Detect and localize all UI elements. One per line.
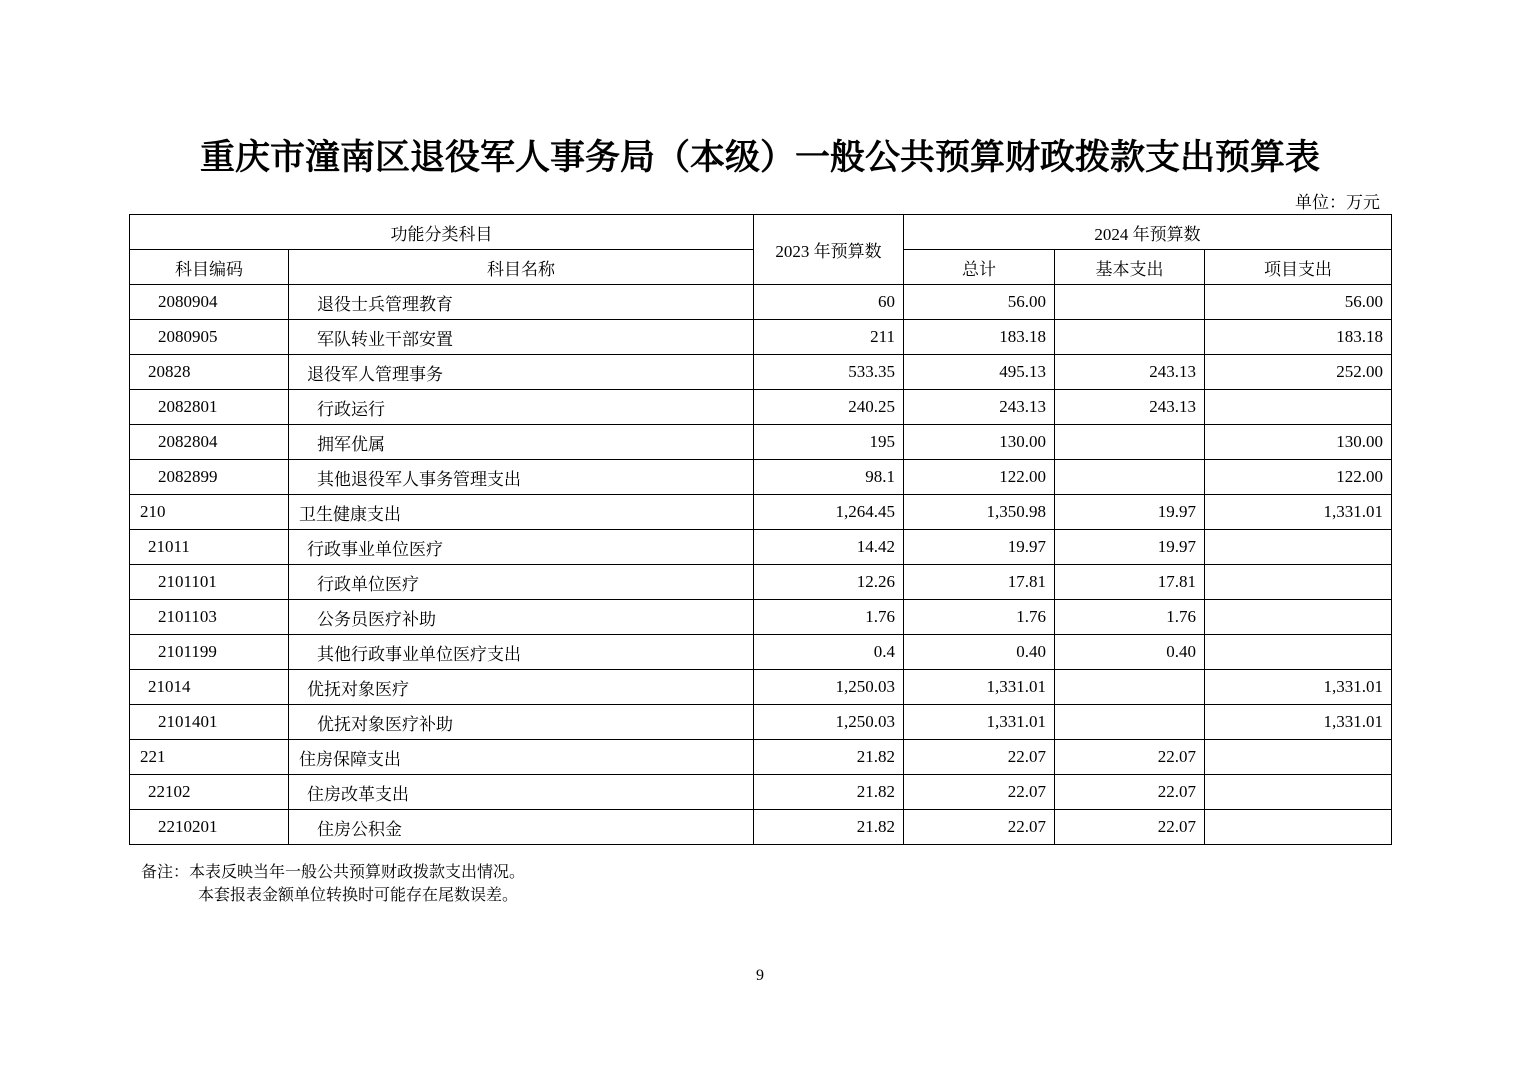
cell-basic: 0.40 <box>1055 635 1205 670</box>
cell-code: 2082899 <box>130 460 289 495</box>
page-number: 9 <box>756 967 764 984</box>
cell-total: 19.97 <box>904 530 1055 565</box>
cell-budget-2023: 1,250.03 <box>754 670 904 705</box>
table-row <box>130 810 1392 845</box>
header-name: 科目名称 <box>289 250 754 285</box>
cell-name: 卫生健康支出 <box>289 495 754 530</box>
cell-code: 210 <box>130 495 289 530</box>
cell-name: 优抚对象医疗补助 <box>289 705 754 740</box>
cell-code: 2101103 <box>130 600 289 635</box>
cell-code: 2082801 <box>130 390 289 425</box>
cell-name: 优抚对象医疗 <box>289 670 754 705</box>
cell-basic <box>1055 320 1205 355</box>
table-row <box>130 565 1392 600</box>
table-row <box>130 635 1392 670</box>
cell-project: 252.00 <box>1205 355 1392 390</box>
cell-code: 2080905 <box>130 320 289 355</box>
cell-code: 2082804 <box>130 425 289 460</box>
cell-name: 行政单位医疗 <box>289 565 754 600</box>
cell-budget-2023: 195 <box>754 425 904 460</box>
page-title: 重庆市潼南区退役军人事务局（本级）一般公共预算财政拨款支出预算表 <box>199 137 1320 178</box>
cell-name: 退役军人管理事务 <box>289 355 754 390</box>
cell-budget-2023: 1.76 <box>754 600 904 635</box>
cell-code: 2101101 <box>130 565 289 600</box>
cell-name: 住房保障支出 <box>289 740 754 775</box>
cell-code: 20828 <box>130 355 289 390</box>
cell-project: 183.18 <box>1205 320 1392 355</box>
cell-total: 1.76 <box>904 600 1055 635</box>
table-row <box>130 600 1392 635</box>
footnote-line-1: 备注：本表反映当年一般公共预算财政拨款支出情况。 <box>141 862 526 881</box>
cell-name: 军队转业干部安置 <box>289 320 754 355</box>
cell-code: 2210201 <box>130 810 289 845</box>
cell-basic: 19.97 <box>1055 495 1205 530</box>
cell-name: 行政事业单位医疗 <box>289 530 754 565</box>
table-row <box>130 285 1392 320</box>
cell-budget-2023: 14.42 <box>754 530 904 565</box>
table-row <box>130 460 1392 495</box>
cell-name: 其他退役军人事务管理支出 <box>289 460 754 495</box>
cell-project: 1,331.01 <box>1205 495 1392 530</box>
budget-table <box>129 214 1392 845</box>
header-functional-category: 功能分类科目 <box>130 215 754 250</box>
cell-budget-2023: 1,250.03 <box>754 705 904 740</box>
cell-project <box>1205 600 1392 635</box>
cell-total: 495.13 <box>904 355 1055 390</box>
cell-budget-2023: 1,264.45 <box>754 495 904 530</box>
table-row <box>130 495 1392 530</box>
cell-project <box>1205 775 1392 810</box>
cell-basic <box>1055 425 1205 460</box>
cell-project: 1,331.01 <box>1205 670 1392 705</box>
cell-project <box>1205 565 1392 600</box>
table-row <box>130 390 1392 425</box>
cell-name: 退役士兵管理教育 <box>289 285 754 320</box>
cell-project: 122.00 <box>1205 460 1392 495</box>
cell-project <box>1205 635 1392 670</box>
cell-budget-2023: 98.1 <box>754 460 904 495</box>
cell-project: 1,331.01 <box>1205 705 1392 740</box>
cell-total: 243.13 <box>904 390 1055 425</box>
cell-total: 1,331.01 <box>904 705 1055 740</box>
cell-project: 56.00 <box>1205 285 1392 320</box>
cell-budget-2023: 12.26 <box>754 565 904 600</box>
cell-total: 122.00 <box>904 460 1055 495</box>
cell-project <box>1205 740 1392 775</box>
cell-basic <box>1055 670 1205 705</box>
cell-basic <box>1055 285 1205 320</box>
cell-basic: 1.76 <box>1055 600 1205 635</box>
cell-code: 22102 <box>130 775 289 810</box>
cell-project <box>1205 810 1392 845</box>
table-row <box>130 425 1392 460</box>
table-row <box>130 705 1392 740</box>
cell-budget-2023: 60 <box>754 285 904 320</box>
cell-budget-2023: 240.25 <box>754 390 904 425</box>
cell-code: 221 <box>130 740 289 775</box>
cell-budget-2023: 211 <box>754 320 904 355</box>
header-total: 总计 <box>904 250 1055 285</box>
cell-basic: 22.07 <box>1055 810 1205 845</box>
table-row <box>130 355 1392 390</box>
cell-budget-2023: 21.82 <box>754 740 904 775</box>
cell-budget-2023: 0.4 <box>754 635 904 670</box>
footnote-line-2: 本套报表金额单位转换时可能存在尾数误差。 <box>198 885 519 904</box>
cell-code: 21014 <box>130 670 289 705</box>
cell-total: 130.00 <box>904 425 1055 460</box>
cell-total: 22.07 <box>904 740 1055 775</box>
cell-basic: 243.13 <box>1055 355 1205 390</box>
cell-basic: 243.13 <box>1055 390 1205 425</box>
header-budget-2023: 2023 年预算数 <box>754 215 904 285</box>
header-budget-2024: 2024 年预算数 <box>904 215 1392 250</box>
cell-basic: 17.81 <box>1055 565 1205 600</box>
cell-name: 拥军优属 <box>289 425 754 460</box>
cell-project <box>1205 530 1392 565</box>
cell-name: 行政运行 <box>289 390 754 425</box>
table-body <box>130 285 1392 845</box>
cell-project <box>1205 390 1392 425</box>
unit-label: 单位：万元 <box>1295 193 1380 213</box>
header-basic: 基本支出 <box>1055 250 1205 285</box>
cell-code: 21011 <box>130 530 289 565</box>
cell-name: 其他行政事业单位医疗支出 <box>289 635 754 670</box>
table-row <box>130 320 1392 355</box>
cell-code: 2101199 <box>130 635 289 670</box>
table-row <box>130 775 1392 810</box>
cell-budget-2023: 21.82 <box>754 810 904 845</box>
cell-total: 0.40 <box>904 635 1055 670</box>
table-row <box>130 530 1392 565</box>
table-row <box>130 670 1392 705</box>
header-code: 科目编码 <box>130 250 289 285</box>
cell-basic: 22.07 <box>1055 775 1205 810</box>
cell-total: 56.00 <box>904 285 1055 320</box>
cell-total: 183.18 <box>904 320 1055 355</box>
table-row <box>130 740 1392 775</box>
cell-budget-2023: 533.35 <box>754 355 904 390</box>
header-row-1 <box>130 215 1392 250</box>
cell-basic <box>1055 705 1205 740</box>
footnote <box>141 860 525 906</box>
cell-basic <box>1055 460 1205 495</box>
cell-name: 住房改革支出 <box>289 775 754 810</box>
cell-total: 1,331.01 <box>904 670 1055 705</box>
cell-basic: 22.07 <box>1055 740 1205 775</box>
cell-total: 22.07 <box>904 775 1055 810</box>
cell-code: 2080904 <box>130 285 289 320</box>
header-project: 项目支出 <box>1205 250 1392 285</box>
cell-total: 1,350.98 <box>904 495 1055 530</box>
cell-total: 17.81 <box>904 565 1055 600</box>
cell-basic: 19.97 <box>1055 530 1205 565</box>
cell-total: 22.07 <box>904 810 1055 845</box>
cell-code: 2101401 <box>130 705 289 740</box>
cell-budget-2023: 21.82 <box>754 775 904 810</box>
cell-name: 住房公积金 <box>289 810 754 845</box>
cell-project: 130.00 <box>1205 425 1392 460</box>
cell-name: 公务员医疗补助 <box>289 600 754 635</box>
